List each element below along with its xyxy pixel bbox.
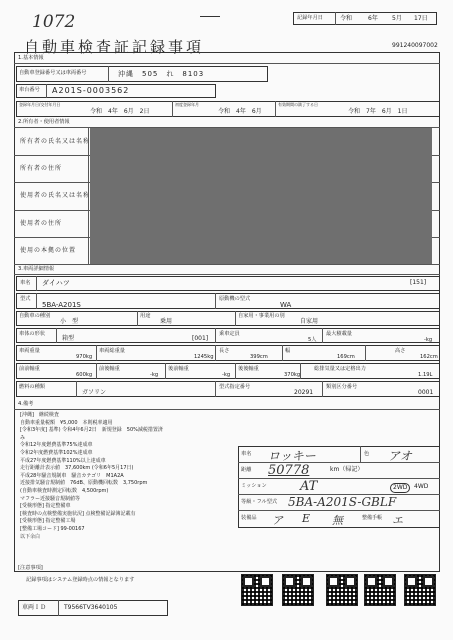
hw-mission-value: AT <box>300 479 318 494</box>
section3-heading: 3.車両詳細情報 <box>18 266 55 272</box>
qr-code-3 <box>326 574 358 606</box>
hw-mileage-label: 距離 <box>241 467 252 473</box>
rr-value: 370kg <box>284 372 301 378</box>
remark-line: 令和12年度燃費基準75%達成車 <box>20 442 93 449</box>
equip-item: エ <box>392 514 403 527</box>
chassis-label: 車台番号 <box>19 87 40 93</box>
remark-line: [整備工場コード] 99-00167 <box>20 526 85 532</box>
qr-code-5 <box>404 574 436 606</box>
first-year-value: 令和 4年 6月 <box>218 108 262 115</box>
hw-drive-selected: 2WD <box>390 483 410 493</box>
remark-line: (自動車検査時測定回転数 4,500rpm) <box>20 488 109 494</box>
hw-mission-label: ミッション <box>241 483 267 489</box>
ff-value: 600kg <box>76 372 93 378</box>
record-date-year: 6 <box>368 15 372 22</box>
hw-mileage-unit: km（帰記） <box>330 466 364 473</box>
equip-item: E <box>302 512 311 525</box>
qr-code-1 <box>241 574 273 606</box>
disp-value: 1.19L <box>418 372 433 378</box>
maker-code: [151] <box>410 279 427 286</box>
first-year-label: 初度登録年月 <box>175 102 199 107</box>
capacity-value: 5人 <box>308 337 317 343</box>
fr-value: -kg <box>150 372 159 378</box>
remark-line: [沖縄] 継続検査 <box>20 412 59 418</box>
first-reg-label: 登録年月日/交付年月日 <box>19 102 61 107</box>
equip-item: ア <box>272 514 283 527</box>
remark-line: 自動車重量税額 ¥5,000 本則税率適用 <box>20 419 113 426</box>
remark-line: 平成28年騒音規制車 騒音カテゴリ M1A2A <box>20 472 124 479</box>
hw-grade-value: 5BA-A201S-GBLF <box>288 495 397 509</box>
fuel-value: ガソリン <box>82 389 107 396</box>
remark-line: マフラー近接騒音規制値等 <box>20 495 81 502</box>
record-date-label: 記録年月日 <box>297 15 323 21</box>
body-label: 車体の形状 <box>19 331 45 337</box>
rf-value: -kg <box>222 372 231 378</box>
qr-code-4 <box>364 574 396 606</box>
use-label: 用途 <box>140 313 151 319</box>
private-label: 自家用・事業用の別 <box>238 313 285 319</box>
remark-line: み <box>20 434 26 441</box>
vehicle-id-value: T9566TV3640105 <box>64 604 118 611</box>
length-value: 399cm <box>250 354 268 360</box>
section1-heading: 1.基本情報 <box>18 55 44 61</box>
fuel-label: 燃料の種類 <box>19 384 45 390</box>
remark-line: 近接排気騒音規制値 76dB、原動機回転数 3,750rpm <box>20 480 148 487</box>
hw-color-value: アオ <box>388 449 412 463</box>
hw-grade-label: 等級・フル型式 <box>241 499 278 505</box>
remark-line: 以下余白 <box>20 533 41 540</box>
gross-value: 1245kg <box>194 354 214 360</box>
type-value: 20291 <box>294 389 314 396</box>
first-reg-value: 令和 4年 6月 2日 <box>90 108 150 115</box>
maker-value: ダイハツ <box>42 279 70 287</box>
handwritten-number: 1072 <box>32 12 76 32</box>
hw-name-label: 車名 <box>241 451 252 457</box>
rr-label: 後後軸重 <box>238 366 259 372</box>
vehicle-id-label: 車両ＩＤ <box>22 604 47 611</box>
redacted-block <box>90 128 432 264</box>
length-label: 長さ <box>219 348 230 354</box>
model-label: 型式 <box>20 296 31 302</box>
height-value: 162cm <box>420 354 438 360</box>
remark-line: [検査時の点検整備実施状況] 点検整備記録簿記載有 <box>20 510 136 517</box>
cat-label: 類別区分番号 <box>326 384 358 390</box>
remark-line: 令和2年度燃費基準102%達成車 <box>20 450 93 456</box>
owner-row-label: 使用者の住所 <box>20 219 63 227</box>
owner-row-label: 所有者の住所 <box>20 165 63 173</box>
engine-label: 原動機の型式 <box>219 296 251 302</box>
owner-row-label: 所有者の氏名又は名称 <box>20 138 91 145</box>
kind-value: 小 型 <box>60 318 79 325</box>
kind-label: 自動車の種別 <box>19 313 51 319</box>
remark-line: [受検形態] 指定整備工場 <box>20 518 76 525</box>
reg-value: 沖縄 505 れ 8103 <box>118 70 205 78</box>
maxload-label: 最大積載量 <box>326 331 352 337</box>
expiry-value: 令和 7年 6月 1日 <box>348 108 408 115</box>
cat-value: 0001 <box>418 389 434 396</box>
model-value: 5BA-A201S <box>42 301 81 309</box>
chassis-value: A201S-0003562 <box>52 86 130 95</box>
capacity-label: 乗車定員 <box>219 331 240 337</box>
width-value: 169cm <box>337 354 355 360</box>
equip-item: 無 <box>332 514 343 527</box>
document-title: 自動車検査証記録事項 <box>24 38 205 56</box>
notes-text: 記録事項はシステム登録時点の情報となります <box>26 577 135 583</box>
gross-label: 車両総重量 <box>99 348 125 354</box>
remark-line: 平成27年度燃費基準110%以上達成車 <box>20 457 106 464</box>
owner-row-divider <box>14 264 440 265</box>
fr-label: 前後軸重 <box>99 366 120 372</box>
owner-row-label: 使用の本拠の位置 <box>20 246 77 254</box>
hw-color-label: 色 <box>364 451 370 457</box>
remark-line: [受検形態] 指定整備車 <box>20 503 71 510</box>
maxload-value: -kg <box>424 337 433 343</box>
owner-row-label: 使用者の氏名又は名称 <box>20 192 91 200</box>
body-code: [001] <box>192 335 209 342</box>
height-label: 高さ <box>395 348 406 354</box>
handwritten-stroke <box>200 16 220 17</box>
record-date-month: 5 <box>392 15 396 22</box>
hw-mileage-value: 50778 <box>268 463 310 478</box>
record-date-day: 17 <box>414 15 422 22</box>
hw-drive-other: 4WD <box>414 483 429 490</box>
hw-equip-label: 装備品 <box>241 515 257 521</box>
maker-label: 車名 <box>20 280 31 286</box>
disp-label: 総排気量又は定格出力 <box>314 366 366 372</box>
hw-name-value: ロッキー <box>268 449 316 463</box>
notes-heading: [注意事項] <box>18 565 43 571</box>
weight-label: 車両重量 <box>19 348 40 354</box>
type-label: 型式指定番号 <box>219 384 251 390</box>
equip-item: 整備手帳 <box>362 515 383 521</box>
section2-heading: 2.所有者・使用者情報 <box>18 119 70 125</box>
ff-label: 前前軸重 <box>19 366 40 372</box>
body-value: 箱型 <box>62 335 75 342</box>
use-value: 乗用 <box>160 318 173 325</box>
record-date-era: 令和 <box>340 15 353 22</box>
rf-label: 後前軸重 <box>168 366 189 372</box>
private-value: 自家用 <box>300 318 319 325</box>
engine-value: WA <box>280 301 292 309</box>
weight-value: 970kg <box>76 354 93 360</box>
expiry-label: 有効期間の満了する日 <box>278 102 318 107</box>
remark-line: [令和3年度] 基準) 令和4年6月2日 新規登録 50%減税措置済 <box>20 427 163 434</box>
remark-line: 走行距離計表示値 37,600km (令和6年5月17日) <box>20 465 134 472</box>
width-label: 幅 <box>285 348 291 354</box>
document-number: 991240097002 <box>392 42 438 49</box>
section4-heading: 4.備考 <box>18 401 34 407</box>
reg-label: 自動車登録番号又は車両番号 <box>19 70 87 76</box>
qr-code-2 <box>282 574 314 606</box>
